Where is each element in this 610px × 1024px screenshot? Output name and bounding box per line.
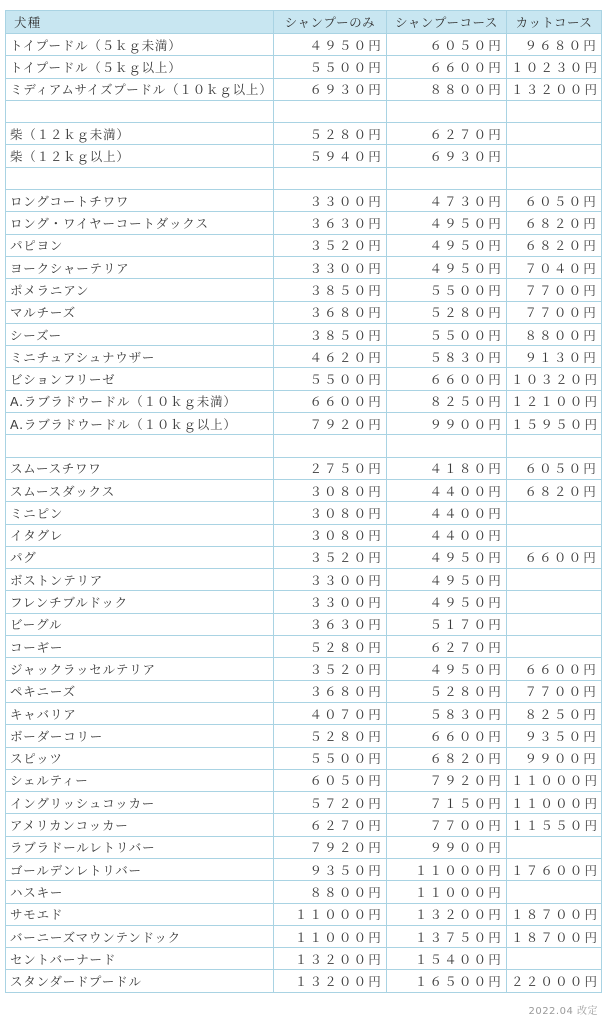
shampoo-course-price: ５５００円 [387, 323, 507, 345]
cut-course-price: １１５５０円 [507, 814, 602, 836]
breed-cell: ラブラドールレトリバー [6, 836, 274, 858]
cut-course-price: １７６００円 [507, 858, 602, 880]
table-row [6, 970, 602, 992]
shampoo-only-price: ３５２０円 [274, 658, 387, 680]
breed-cell: フレンチブルドック [6, 591, 274, 613]
spacer-row [6, 100, 602, 122]
breed-cell: ミディアムサイズプードル（１０ｋｇ以上） [6, 78, 274, 100]
breed-cell: ミニチュアシュナウザー [6, 346, 274, 368]
table-row [6, 301, 602, 323]
breed-cell: コーギー [6, 636, 274, 658]
shampoo-only-price: ６９３０円 [274, 78, 387, 100]
cut-course-price [507, 524, 602, 546]
table-row [6, 836, 602, 858]
cut-course-price: ７０４０円 [507, 256, 602, 278]
shampoo-only-price: １１０００円 [274, 925, 387, 947]
shampoo-only-price: ３０８０円 [274, 479, 387, 501]
shampoo-only-price: ５２８０円 [274, 636, 387, 658]
shampoo-course-price: ７９２０円 [387, 769, 507, 791]
shampoo-only-price [274, 100, 387, 122]
shampoo-only-price: ３６３０円 [274, 212, 387, 234]
table-row [6, 323, 602, 345]
breed-cell: セントバーナード [6, 948, 274, 970]
cut-course-price: １８７００円 [507, 925, 602, 947]
shampoo-course-price: ６２７０円 [387, 123, 507, 145]
table-row [6, 346, 602, 368]
shampoo-course-price: ８２５０円 [387, 390, 507, 412]
breed-cell: 柴（１２ｋｇ以上） [6, 145, 274, 167]
shampoo-only-price: ３５２０円 [274, 234, 387, 256]
breed-cell: マルチーズ [6, 301, 274, 323]
breed-cell: スムースチワワ [6, 457, 274, 479]
cut-course-price: ６８２０円 [507, 212, 602, 234]
shampoo-only-price: １３２００円 [274, 970, 387, 992]
breed-cell [6, 100, 274, 122]
breed-cell: ヨークシャーテリア [6, 256, 274, 278]
breed-cell: パピヨン [6, 234, 274, 256]
shampoo-only-price: ５２８０円 [274, 725, 387, 747]
breed-cell: ミニピン [6, 502, 274, 524]
table-row [6, 948, 602, 970]
shampoo-only-price: ５７２０円 [274, 792, 387, 814]
table-row [6, 680, 602, 702]
shampoo-only-price: ３３００円 [274, 190, 387, 212]
breed-cell: ゴールデンレトリバー [6, 858, 274, 880]
cut-course-price [507, 613, 602, 635]
table-header [6, 11, 602, 34]
table-row [6, 658, 602, 680]
table-row [6, 279, 602, 301]
table-row [6, 636, 602, 658]
breed-cell: シェルティー [6, 769, 274, 791]
revision-note: 2022.04 改定 [528, 1006, 598, 1017]
cut-course-price [507, 948, 602, 970]
shampoo-course-price: ５２８０円 [387, 680, 507, 702]
cut-course-price [507, 123, 602, 145]
shampoo-only-price: １３２００円 [274, 948, 387, 970]
cut-course-price: ６０５０円 [507, 190, 602, 212]
shampoo-only-price: ４０７０円 [274, 702, 387, 724]
cut-course-price: ７７００円 [507, 301, 602, 323]
table-row [6, 145, 602, 167]
breed-cell: バーニーズマウンテンドック [6, 925, 274, 947]
breed-cell: スタンダードプードル [6, 970, 274, 992]
cut-course-price: ６６００円 [507, 658, 602, 680]
cut-course-price [507, 100, 602, 122]
header-shampoo-only: シャンプーのみ [274, 11, 387, 34]
cut-course-price [507, 881, 602, 903]
header-cut-course: カットコース [507, 11, 602, 34]
shampoo-only-price: １１０００円 [274, 903, 387, 925]
table-row [6, 390, 602, 412]
breed-cell: ジャックラッセルテリア [6, 658, 274, 680]
shampoo-course-price: ４９５０円 [387, 234, 507, 256]
cut-course-price: １１０００円 [507, 769, 602, 791]
cut-course-price: １２１００円 [507, 390, 602, 412]
cut-course-price: １０２３０円 [507, 56, 602, 78]
shampoo-course-price: ６９３０円 [387, 145, 507, 167]
shampoo-course-price [387, 167, 507, 189]
cut-course-price [507, 591, 602, 613]
table-row [6, 78, 602, 100]
shampoo-course-price: ６６００円 [387, 368, 507, 390]
shampoo-course-price: １６５００円 [387, 970, 507, 992]
header-shampoo-course: シャンプーコース [387, 11, 507, 34]
cut-course-price: ９１３０円 [507, 346, 602, 368]
table-row [6, 413, 602, 435]
breed-cell: A.ラブラドウードル（１０ｋｇ以上） [6, 413, 274, 435]
shampoo-course-price: ４９５０円 [387, 212, 507, 234]
cut-course-price: １５９５０円 [507, 413, 602, 435]
shampoo-only-price: ３８５０円 [274, 279, 387, 301]
shampoo-only-price: ７９２０円 [274, 836, 387, 858]
shampoo-only-price: ７９２０円 [274, 413, 387, 435]
cut-course-price: １８７００円 [507, 903, 602, 925]
shampoo-course-price: １１０００円 [387, 858, 507, 880]
shampoo-course-price [387, 435, 507, 457]
breed-cell: イングリッシュコッカー [6, 792, 274, 814]
cut-course-price [507, 435, 602, 457]
shampoo-course-price: ４７３０円 [387, 190, 507, 212]
shampoo-course-price: ４４００円 [387, 524, 507, 546]
breed-cell: サモエド [6, 903, 274, 925]
shampoo-only-price: ５５００円 [274, 56, 387, 78]
shampoo-course-price: ６６００円 [387, 725, 507, 747]
breed-cell: スムースダックス [6, 479, 274, 501]
cut-course-price: ８８００円 [507, 323, 602, 345]
shampoo-only-price: ３６８０円 [274, 301, 387, 323]
table-row [6, 457, 602, 479]
table-row [6, 479, 602, 501]
shampoo-course-price: ７７００円 [387, 814, 507, 836]
shampoo-course-price: ８８００円 [387, 78, 507, 100]
shampoo-only-price: ４９５０円 [274, 34, 387, 56]
shampoo-course-price: ４１８０円 [387, 457, 507, 479]
cut-course-price: ７７００円 [507, 680, 602, 702]
cut-course-price: ９３５０円 [507, 725, 602, 747]
table-row [6, 725, 602, 747]
shampoo-course-price: ４９５０円 [387, 256, 507, 278]
cut-course-price [507, 569, 602, 591]
shampoo-course-price: ４４００円 [387, 502, 507, 524]
cut-course-price [507, 167, 602, 189]
shampoo-only-price: ３３００円 [274, 591, 387, 613]
breed-cell [6, 167, 274, 189]
shampoo-only-price: ５５００円 [274, 747, 387, 769]
breed-cell: シーズー [6, 323, 274, 345]
breed-cell: A.ラブラドウードル（１０ｋｇ未満） [6, 390, 274, 412]
cut-course-price: ７７００円 [507, 279, 602, 301]
table-row [6, 702, 602, 724]
shampoo-course-price: ６６００円 [387, 56, 507, 78]
shampoo-course-price: ５５００円 [387, 279, 507, 301]
shampoo-only-price: ６６００円 [274, 390, 387, 412]
table-row [6, 858, 602, 880]
table-body [6, 34, 602, 993]
table-row [6, 234, 602, 256]
cut-course-price: １０３２０円 [507, 368, 602, 390]
header-breed: 犬種 [6, 11, 274, 34]
cut-course-price: ６８２０円 [507, 234, 602, 256]
table-row [6, 792, 602, 814]
shampoo-only-price: ６２７０円 [274, 814, 387, 836]
shampoo-only-price: ３３００円 [274, 256, 387, 278]
table-row [6, 212, 602, 234]
table-row [6, 925, 602, 947]
cut-course-price: ６８２０円 [507, 479, 602, 501]
table-row [6, 546, 602, 568]
shampoo-only-price: ３０８０円 [274, 502, 387, 524]
shampoo-only-price: ８８００円 [274, 881, 387, 903]
breed-cell: ハスキー [6, 881, 274, 903]
spacer-row [6, 435, 602, 457]
shampoo-course-price: １３７５０円 [387, 925, 507, 947]
table-row [6, 34, 602, 56]
shampoo-only-price: ３８５０円 [274, 323, 387, 345]
breed-cell: ロング・ワイヤーコートダックス [6, 212, 274, 234]
shampoo-course-price [387, 100, 507, 122]
table-row [6, 769, 602, 791]
shampoo-only-price [274, 435, 387, 457]
shampoo-course-price: ５２８０円 [387, 301, 507, 323]
table-row [6, 56, 602, 78]
breed-cell: ボストンテリア [6, 569, 274, 591]
shampoo-course-price: ４９５０円 [387, 591, 507, 613]
cut-course-price [507, 145, 602, 167]
shampoo-course-price: ５８３０円 [387, 346, 507, 368]
cut-course-price [507, 836, 602, 858]
breed-cell [6, 435, 274, 457]
table-row [6, 190, 602, 212]
grooming-price-table [5, 10, 602, 993]
shampoo-only-price: ４６２０円 [274, 346, 387, 368]
breed-cell: ビーグル [6, 613, 274, 635]
shampoo-course-price: １３２００円 [387, 903, 507, 925]
shampoo-only-price: ３６３０円 [274, 613, 387, 635]
shampoo-course-price: １５４００円 [387, 948, 507, 970]
shampoo-only-price: ３３００円 [274, 569, 387, 591]
table-row [6, 613, 602, 635]
breed-cell: ビションフリーゼ [6, 368, 274, 390]
shampoo-course-price: ４９５０円 [387, 546, 507, 568]
shampoo-only-price: ３５２０円 [274, 546, 387, 568]
shampoo-only-price: ３６８０円 [274, 680, 387, 702]
cut-course-price: ８２５０円 [507, 702, 602, 724]
shampoo-only-price: ５９４０円 [274, 145, 387, 167]
shampoo-course-price: １１０００円 [387, 881, 507, 903]
cut-course-price: ２２０００円 [507, 970, 602, 992]
cut-course-price [507, 502, 602, 524]
shampoo-only-price: ９３５０円 [274, 858, 387, 880]
header-row [6, 11, 602, 34]
table-row [6, 881, 602, 903]
cut-course-price: ９６８０円 [507, 34, 602, 56]
shampoo-course-price: ５１７０円 [387, 613, 507, 635]
breed-cell: イタグレ [6, 524, 274, 546]
shampoo-course-price: ６２７０円 [387, 636, 507, 658]
table-row [6, 747, 602, 769]
cut-course-price: ６０５０円 [507, 457, 602, 479]
shampoo-course-price: ６８２０円 [387, 747, 507, 769]
shampoo-course-price: ４９５０円 [387, 569, 507, 591]
table-row [6, 502, 602, 524]
spacer-row [6, 167, 602, 189]
table-row [6, 903, 602, 925]
breed-cell: キャバリア [6, 702, 274, 724]
table-row [6, 524, 602, 546]
table-row [6, 256, 602, 278]
table-row [6, 123, 602, 145]
breed-cell: ポメラニアン [6, 279, 274, 301]
cut-course-price: ９９００円 [507, 747, 602, 769]
cut-course-price: ６６００円 [507, 546, 602, 568]
shampoo-course-price: ４９５０円 [387, 658, 507, 680]
shampoo-only-price: ２７５０円 [274, 457, 387, 479]
shampoo-course-price: ６０５０円 [387, 34, 507, 56]
shampoo-course-price: ４４００円 [387, 479, 507, 501]
shampoo-course-price: ５８３０円 [387, 702, 507, 724]
shampoo-course-price: ９９００円 [387, 413, 507, 435]
shampoo-course-price: ７１５０円 [387, 792, 507, 814]
breed-cell: ロングコートチワワ [6, 190, 274, 212]
shampoo-only-price: ３０８０円 [274, 524, 387, 546]
shampoo-only-price: ５２８０円 [274, 123, 387, 145]
table-row [6, 591, 602, 613]
breed-cell: ペキニーズ [6, 680, 274, 702]
shampoo-only-price: ５５００円 [274, 368, 387, 390]
breed-cell: アメリカンコッカー [6, 814, 274, 836]
shampoo-course-price: ９９００円 [387, 836, 507, 858]
breed-cell: スピッツ [6, 747, 274, 769]
table-row [6, 814, 602, 836]
breed-cell: トイプードル（５ｋｇ以上） [6, 56, 274, 78]
shampoo-only-price: ６０５０円 [274, 769, 387, 791]
cut-course-price: １１０００円 [507, 792, 602, 814]
breed-cell: パグ [6, 546, 274, 568]
table-row [6, 569, 602, 591]
breed-cell: トイプードル（５ｋｇ未満） [6, 34, 274, 56]
table-row [6, 368, 602, 390]
breed-cell: 柴（１２ｋｇ未満） [6, 123, 274, 145]
breed-cell: ボーダーコリー [6, 725, 274, 747]
shampoo-only-price [274, 167, 387, 189]
cut-course-price [507, 636, 602, 658]
cut-course-price: １３２００円 [507, 78, 602, 100]
